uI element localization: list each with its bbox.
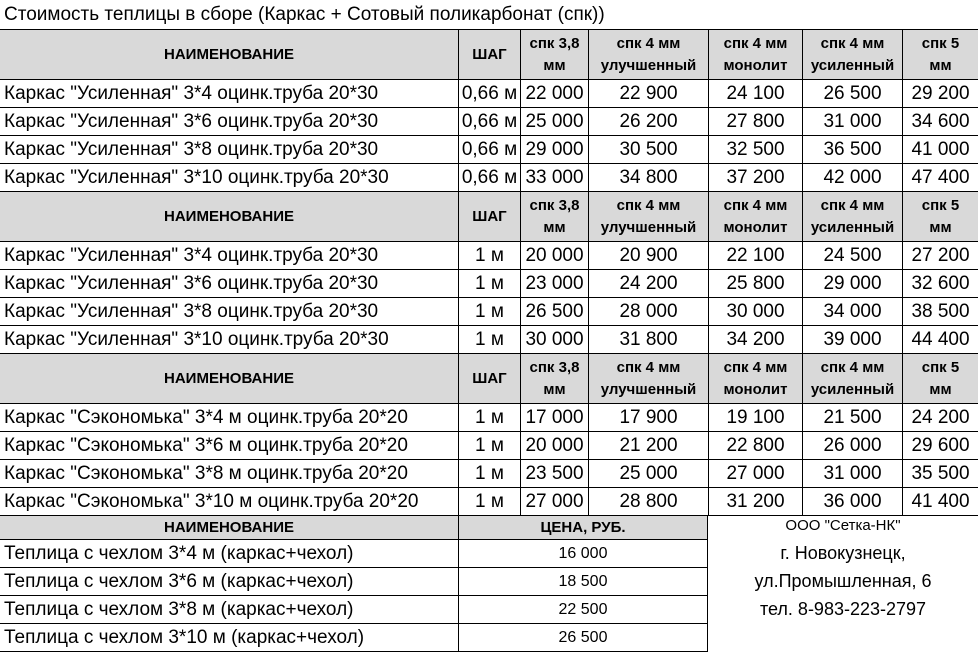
header-p2: спк 4 мм улучшенный [589,30,709,80]
table-row [0,108,978,136]
header-p3: спк 4 мм монолит [709,30,803,80]
row-price: 24 500 [803,242,903,270]
page-title: Стоимость теплицы в сборе (Каркас + Сотовый поликарбонат (спк)) [4,3,605,25]
row-price: 24 100 [709,80,803,108]
row-price: 22 000 [521,80,589,108]
header-step: ШАГ [459,192,521,242]
header-p5: спк 5 мм [903,354,978,404]
row-step: 0,66 м [459,80,521,108]
header-p3: спк 4 мм монолит [709,192,803,242]
header-step: ШАГ [459,354,521,404]
row-price: 33 000 [521,164,589,192]
row-step: 1 м [459,488,521,516]
row-price: 18 500 [459,568,708,596]
row-price: 29 200 [903,80,978,108]
row-name: Каркас "Усиленная" 3*10 оцинк.труба 20*30 [0,164,459,192]
table-row [0,136,978,164]
row-price: 37 200 [709,164,803,192]
company-phone: тел. 8-983-223-2797 [759,599,927,619]
row-price: 34 200 [709,326,803,354]
section-header [0,354,978,404]
row-price: 22 900 [589,80,709,108]
row-price: 32 500 [709,136,803,164]
row-price: 34 600 [903,108,978,136]
row-price: 24 200 [589,270,709,298]
header-p5: спк 5 мм [903,30,978,80]
row-price: 30 000 [709,298,803,326]
row-name: Каркас "Усиленная" 3*4 оцинк.труба 20*30 [0,80,459,108]
row-name: Каркас "Усиленная" 3*8 оцинк.труба 20*30 [0,136,459,164]
bottom-header [0,516,708,540]
row-price: 25 000 [521,108,589,136]
row-price: 29 600 [903,432,978,460]
table-row [0,80,978,108]
row-step: 0,66 м [459,108,521,136]
row-price: 23 000 [521,270,589,298]
row-price: 44 400 [903,326,978,354]
row-name: Каркас "Усиленная" 3*6 оцинк.труба 20*30 [0,270,459,298]
row-price: 28 000 [589,298,709,326]
row-price: 26 500 [459,624,708,652]
table-row [0,242,978,270]
row-price: 21 500 [803,404,903,432]
table-row [0,432,978,460]
header-name: НАИМЕНОВАНИЕ [0,354,459,404]
row-name: Каркас "Усиленная" 3*6 оцинк.труба 20*30 [0,108,459,136]
header-step: ШАГ [459,30,521,80]
company-info [708,513,978,652]
header-p1: спк 3,8 мм [521,30,589,80]
row-name: Теплица с чехлом 3*8 м (каркас+чехол) [0,596,459,624]
header-name: НАИМЕНОВАНИЕ [0,192,459,242]
row-step: 0,66 м [459,136,521,164]
company-name: ООО "Сетка-НК" [785,517,901,534]
row-price: 27 000 [521,488,589,516]
row-price: 27 200 [903,242,978,270]
row-step: 0,66 м [459,164,521,192]
row-name: Каркас "Сэкономька" 3*4 м оцинк.труба 20*20 [0,404,459,432]
row-price: 30 000 [521,326,589,354]
row-price: 28 800 [589,488,709,516]
row-step: 1 м [459,326,521,354]
row-price: 22 800 [709,432,803,460]
row-price: 32 600 [903,270,978,298]
table-row [0,270,978,298]
row-price: 41 000 [903,136,978,164]
row-price: 27 800 [709,108,803,136]
row-name: Каркас "Сэкономька" 3*6 м оцинк.труба 20*20 [0,432,459,460]
header-p3: спк 4 мм монолит [709,354,803,404]
header-p4: спк 4 мм усиленный [803,192,903,242]
row-name: Каркас "Сэкономька" 3*8 м оцинк.труба 20*20 [0,460,459,488]
header-p4: спк 4 мм усиленный [803,354,903,404]
row-price: 26 200 [589,108,709,136]
section-header [0,30,978,80]
row-step: 1 м [459,270,521,298]
row-price: 17 000 [521,404,589,432]
header-p5: спк 5 мм [903,192,978,242]
table-row [0,624,708,652]
row-price: 29 000 [803,270,903,298]
row-name: Теплица с чехлом 3*4 м (каркас+чехол) [0,540,459,568]
table-row [0,404,978,432]
row-price: 29 000 [521,136,589,164]
row-step: 1 м [459,460,521,488]
header-p1: спк 3,8 мм [521,192,589,242]
row-price: 23 500 [521,460,589,488]
row-price: 31 800 [589,326,709,354]
row-name: Теплица с чехлом 3*10 м (каркас+чехол) [0,624,459,652]
header-p1: спк 3,8 мм [521,354,589,404]
row-price: 17 900 [589,404,709,432]
table-row [0,298,978,326]
table-row [0,164,978,192]
bottom-header-price: ЦЕНА, РУБ. [459,516,708,540]
row-name: Каркас "Усиленная" 3*4 оцинк.труба 20*30 [0,242,459,270]
row-price: 26 000 [803,432,903,460]
header-p2: спк 4 мм улучшенный [589,192,709,242]
row-step: 1 м [459,432,521,460]
row-price: 27 000 [709,460,803,488]
header-name: НАИМЕНОВАНИЕ [0,30,459,80]
row-step: 1 м [459,298,521,326]
row-price: 26 500 [803,80,903,108]
row-price: 47 400 [903,164,978,192]
row-name: Каркас "Усиленная" 3*8 оцинк.труба 20*30 [0,298,459,326]
row-step: 1 м [459,404,521,432]
row-price: 31 000 [803,108,903,136]
row-price: 31 000 [803,460,903,488]
row-price: 31 200 [709,488,803,516]
row-price: 20 900 [589,242,709,270]
row-step: 1 м [459,242,521,270]
row-price: 38 500 [903,298,978,326]
row-price: 42 000 [803,164,903,192]
table-row [0,568,708,596]
row-price: 25 800 [709,270,803,298]
row-price: 16 000 [459,540,708,568]
row-price: 36 500 [803,136,903,164]
section-header [0,192,978,242]
row-price: 36 000 [803,488,903,516]
row-price: 20 000 [521,432,589,460]
table-row [0,540,708,568]
table-row [0,596,708,624]
title-row [0,0,978,30]
row-name: Каркас "Усиленная" 3*10 оцинк.труба 20*30 [0,326,459,354]
header-p2: спк 4 мм улучшенный [589,354,709,404]
row-price: 21 200 [589,432,709,460]
row-price: 34 000 [803,298,903,326]
row-price: 34 800 [589,164,709,192]
row-price: 25 000 [589,460,709,488]
row-price: 20 000 [521,242,589,270]
row-price: 30 500 [589,136,709,164]
row-price: 35 500 [903,460,978,488]
row-price: 24 200 [903,404,978,432]
row-price: 26 500 [521,298,589,326]
row-name: Теплица с чехлом 3*6 м (каркас+чехол) [0,568,459,596]
row-price: 22 500 [459,596,708,624]
company-street: ул.Промышленная, 6 [754,571,932,591]
title-cell [0,0,978,30]
company-city: г. Новокузнецк, [780,543,906,563]
row-name: Каркас "Сэкономька" 3*10 м оцинк.труба 20*20 [0,488,459,516]
row-price: 41 400 [903,488,978,516]
table-row [0,488,978,516]
table-row [0,460,978,488]
header-p4: спк 4 мм усиленный [803,30,903,80]
row-price: 19 100 [709,404,803,432]
row-price: 39 000 [803,326,903,354]
row-price: 22 100 [709,242,803,270]
bottom-header-name: НАИМЕНОВАНИЕ [0,516,459,540]
table-row [0,326,978,354]
